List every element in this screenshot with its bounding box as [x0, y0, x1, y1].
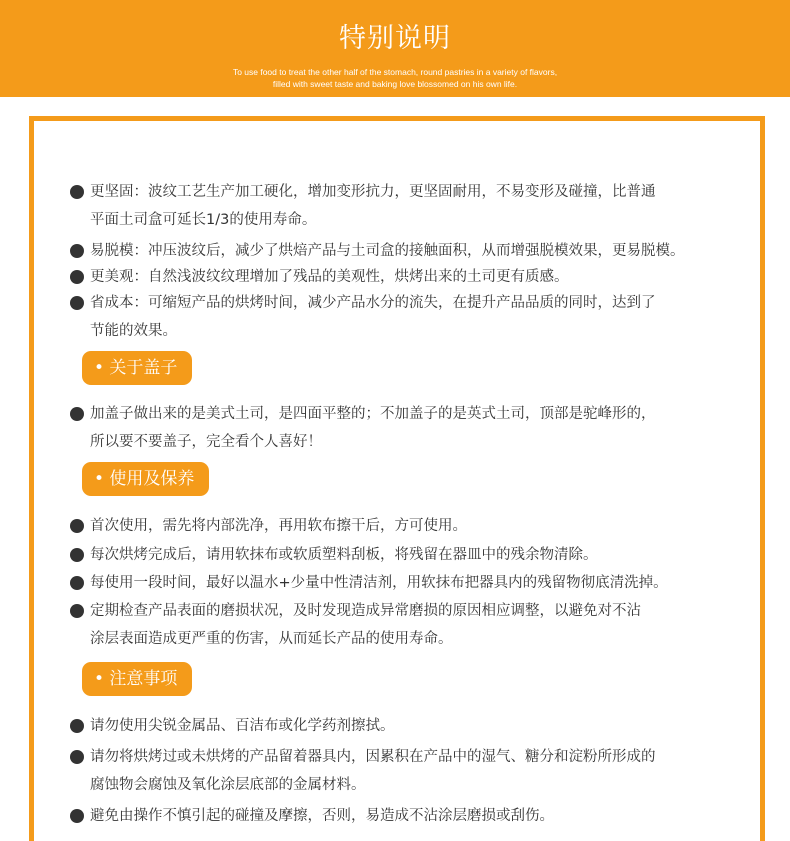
section-title-care: • 使用及保养	[82, 462, 209, 496]
feature-item	[70, 263, 760, 291]
bullet-icon	[70, 185, 84, 199]
section-title-lid: • 关于盖子	[82, 351, 192, 385]
care-item	[70, 597, 760, 653]
notes-item	[70, 802, 760, 830]
feature-text-line1: 省成本：可缩短产品的烘烤时间，减少产品水分的流失，在提升产品品质的同时，达到了	[90, 295, 656, 311]
bullet-icon	[70, 719, 84, 733]
feature-text-line1: 更美观：自然浅波纹纹理增加了残品的美观性，烘烤出来的土司更有质感。	[90, 269, 569, 285]
section-title-notes: • 注意事项	[82, 662, 192, 696]
content-frame	[29, 116, 765, 841]
notes-text-line1: 请勿将烘烤过或未烘烤的产品留着器具内，因累积在产品中的湿气、糖分和淀粉所形成的	[90, 749, 656, 765]
notes-item	[70, 712, 760, 740]
feature-item	[70, 178, 760, 234]
care-text-line1: 每次烘烤完成后，请用软抹布或软质塑料刮板，将残留在器皿中的残余物清除。	[90, 547, 598, 563]
care-item	[70, 541, 760, 569]
notes-text-line2: 腐蚀物会腐蚀及氧化涂层底部的金属材料。	[90, 777, 366, 793]
bullet-icon	[70, 244, 84, 258]
notes-text-line1: 请勿使用尖锐金属品、百洁布或化学药剂擦拭。	[90, 718, 395, 734]
feature-text-line1: 更坚固：波纹工艺生产加工硬化，增加变形抗力，更坚固耐用，不易变形及碰撞，比普通	[90, 184, 656, 200]
care-text-line1: 定期检查产品表面的磨损状况，及时发现造成异常磨损的原因相应调整，以避免对不沾	[90, 603, 641, 619]
lid-item	[70, 400, 760, 456]
care-text-line2: 涂层表面造成更严重的伤害，从而延长产品的使用寿命。	[90, 631, 453, 647]
bullet-icon	[70, 576, 84, 590]
feature-text-line2: 节能的效果。	[90, 323, 177, 339]
notes-text-line1: 避免由操作不慎引起的碰撞及摩擦，否则，易造成不沾涂层磨损或刮伤。	[90, 808, 554, 824]
header-subtitle-line1: To use food to treat the other half of the stomach, round pastries in a variety of flavors,	[232, 67, 558, 77]
feature-item	[70, 289, 760, 345]
bullet-icon	[70, 604, 84, 618]
feature-item	[70, 237, 760, 265]
bullet-icon	[70, 407, 84, 421]
bullet-icon	[70, 548, 84, 562]
care-item	[70, 569, 760, 597]
bullet-icon	[70, 270, 84, 284]
header-subtitle	[0, 66, 790, 90]
lid-text-line1: 加盖子做出来的是美式土司，是四面平整的；不加盖子的是英式土司，顶部是驼峰形的，	[90, 406, 656, 422]
bullet-icon	[70, 296, 84, 310]
lid-text-line2: 所以要不要盖子，完全看个人喜好！	[90, 434, 322, 450]
bullet-icon	[70, 519, 84, 533]
feature-text-line1: 易脱模：冲压波纹后，减少了烘焙产品与土司盒的接触面积，从而增强脱模效果，更易脱模。	[90, 243, 685, 259]
notes-item	[70, 743, 760, 799]
bullet-icon	[70, 809, 84, 823]
care-item	[70, 512, 760, 540]
feature-text-line2: 平面土司盒可延长1/3的使用寿命。	[90, 212, 317, 228]
bullet-icon	[70, 750, 84, 764]
header-subtitle-line2: filled with sweet taste and baking love blossomed on his own life.	[272, 79, 518, 89]
page-title: 特别说明	[339, 23, 451, 54]
care-text-line1: 首次使用，需先将内部洗净，再用软布擦干后，方可使用。	[90, 518, 467, 534]
header-banner	[0, 0, 790, 97]
care-text-line1: 每使用一段时间，最好以温水+少量中性清洁剂，用软抹布把器具内的残留物彻底清洗掉。	[90, 575, 668, 591]
